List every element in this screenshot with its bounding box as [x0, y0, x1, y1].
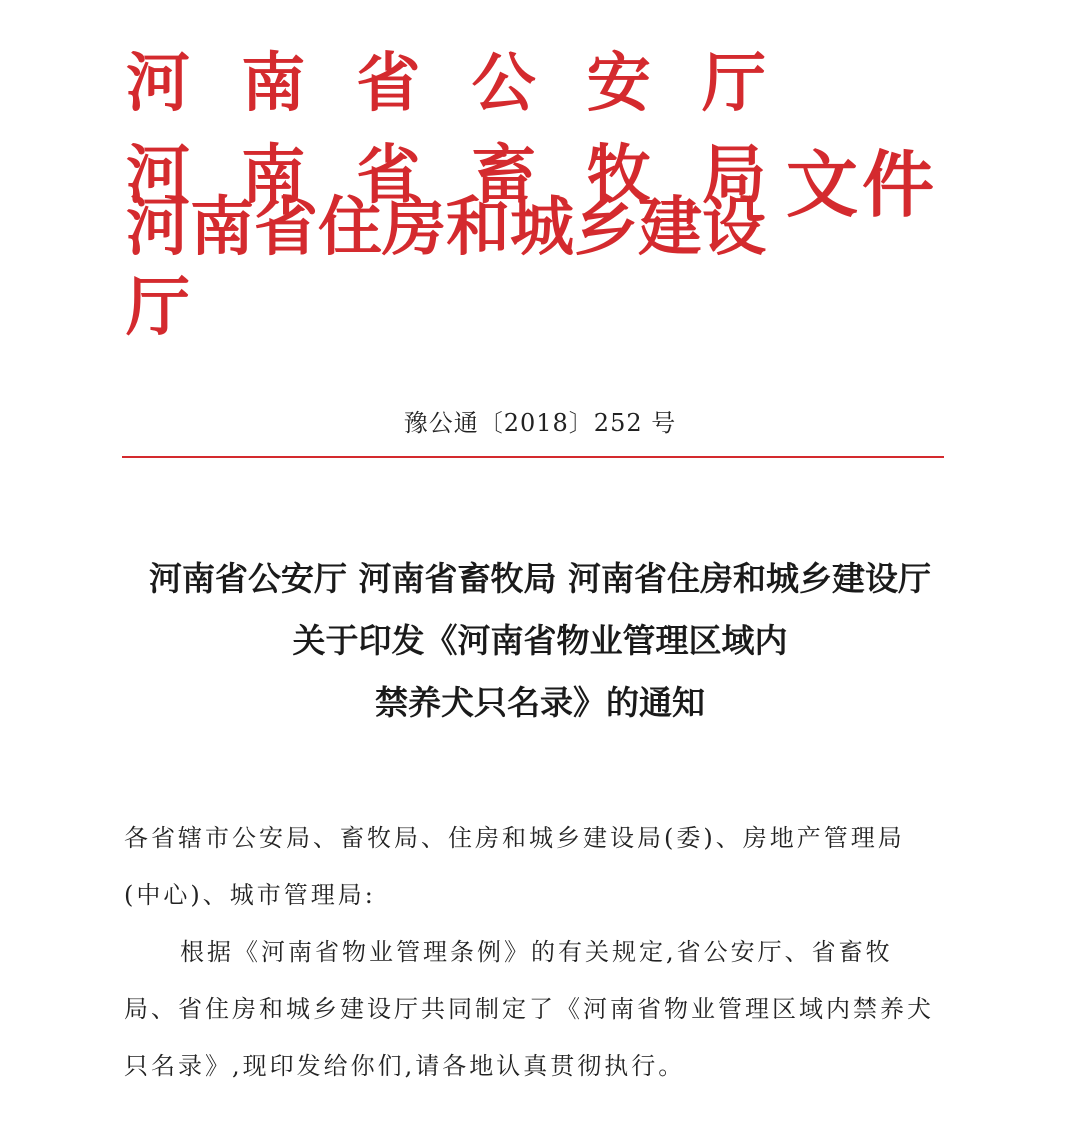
issuer-char: 公 [471, 47, 536, 121]
title-line-3: 禁养犬只名录》的通知 [375, 683, 705, 722]
issuer-char: 省 [356, 139, 421, 213]
issuer-char: 南 [241, 139, 306, 213]
notice-body [124, 810, 944, 1095]
issuer-char: 河 [126, 47, 190, 121]
title-line-1: 河南省公安厅 河南省畜牧局 河南省住房和城乡建设厅 [149, 559, 931, 598]
issuer-char: 河 [126, 139, 190, 213]
issuer-char: 南 [241, 47, 306, 121]
addressees: 各省辖市公安局、畜牧局、住房和城乡建设局(委)、房地产管理局(中心)、城市管理局: [124, 824, 905, 909]
title-line-2: 关于印发《河南省物业管理区域内 [292, 621, 788, 660]
issuer-housing-construction [126, 191, 766, 345]
masthead-document-suffix: 文件 [786, 143, 939, 227]
issuer-char: 牧 [586, 139, 651, 213]
issuer-char: 厅 [701, 47, 766, 121]
notice-title [100, 548, 980, 734]
issuer-char: 安 [586, 47, 651, 121]
document-number: 豫公通〔2018〕252 号 [403, 409, 677, 437]
body-paragraph: 根据《河南省物业管理条例》的有关规定,省公安厅、省畜牧局、省住房和城乡建设厅共同制定了《河南省物业管理区域内禁养犬只名录》,现印发给你们,请各地认真贯彻执行。 [124, 938, 934, 1080]
issuer-char: 畜 [471, 139, 536, 213]
issuer-char: 局 [701, 139, 766, 213]
issuer-name: 河南省住房和城乡建设厅 [126, 191, 766, 345]
issuer-char: 省 [356, 47, 421, 121]
issuer-public-security [126, 44, 766, 124]
red-divider [122, 456, 944, 458]
